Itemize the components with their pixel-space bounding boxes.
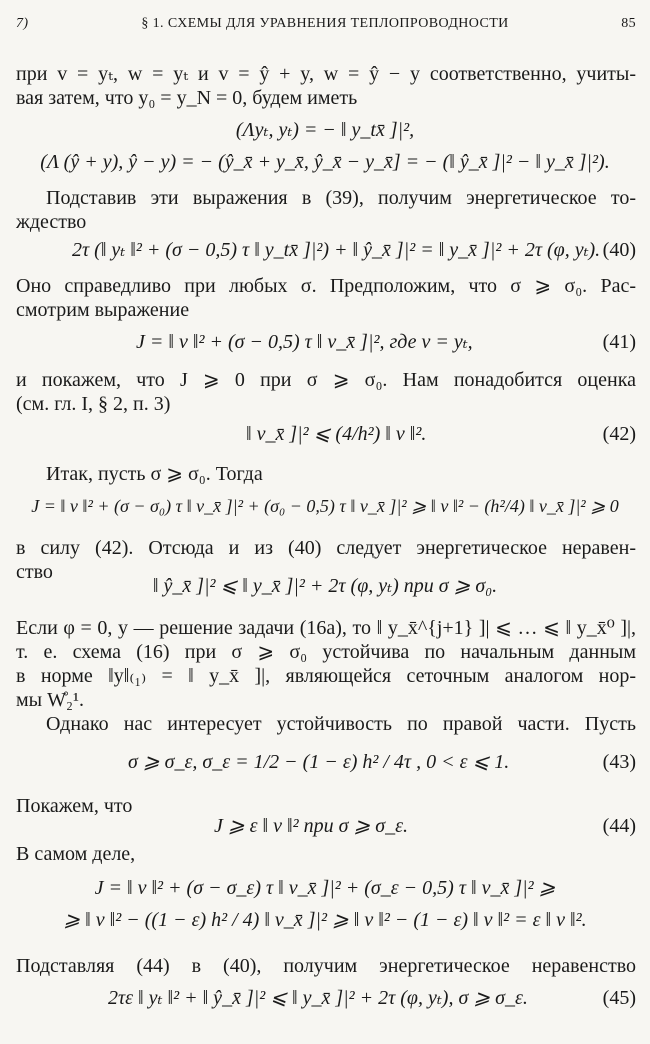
text-line: ждество (16, 211, 87, 233)
text-line: т. е. схема (16) при σ ⩾ σ₀ устойчива по начальным данным (16, 641, 636, 663)
text-line: при v = yₜ, w = yₜ и v = ŷ + y, w = ŷ − y соответственно, учиты- (16, 63, 636, 85)
text-line: и покажем, что J ⩾ 0 при σ ⩾ σ₀. Нам понадобится оценка (16, 369, 636, 391)
equation-line: J = ‖ v ‖² + (σ − σ₀) τ ‖ v_x̄ ]|² + (σ₀ − 0,5) τ ‖ v_x̄ ]|² ⩾ ‖ v ‖² − (h²/4) ‖ v_x̄ ]|² ⩾ 0 (31, 496, 619, 516)
text-line: в силу (42). Отсюда и из (40) следует энергетическое неравен- (16, 537, 636, 559)
equation-number: (41) (602, 331, 636, 353)
equation-line: (Λ (ŷ + y), ŷ − y) = − (ŷ_x̄ + y_x̄, ŷ_x̄ − y_x̄] = − (‖ ŷ_x̄ ]|² − ‖ y_x̄ ]|²). (40, 151, 610, 173)
equation-line: ‖ ŷ_x̄ ]|² ⩽ ‖ y_x̄ ]|² + 2τ (φ, yₜ) при σ ⩾ σ₀. (152, 575, 498, 597)
text-line: Покажем, что (16, 795, 133, 817)
page-number: 85 (621, 16, 636, 31)
text-line: В самом деле, (16, 843, 136, 865)
equation-line: σ ⩾ σ_ε, σ_ε = 1/2 − (1 − ε) h² / 4τ , 0 < ε ⩽ 1. (128, 751, 510, 773)
text-line: (см. гл. I, § 2, п. 3) (16, 393, 171, 415)
text-line: мы W̊₂¹. (16, 689, 84, 711)
text-line: Однако нас интересует устойчивость по правой части. Пусть (46, 713, 636, 735)
equation-line: J = ‖ v ‖² + (σ − σ_ε) τ ‖ v_x̄ ]|² + (σ_ε − 0,5) τ ‖ v_x̄ ]|² ⩾ (94, 877, 556, 899)
equation-line: (Λyₜ, yₜ) = − ‖ y_tx̄ ]|², (235, 119, 415, 141)
text-line: Если φ = 0, y — решение задачи (16а), то ‖ y_x̄^{j+1} ]| ⩽ … ⩽ ‖ y_x̄⁰ ]|, (16, 617, 636, 639)
text-line: вая затем, что y₀ = y_N = 0, будем иметь (16, 87, 358, 109)
text-line: ство (16, 561, 53, 583)
text-line: в норме ‖y‖₍₁₎ = ‖ y_x̄ ]|, являющейся сеточным аналогом нор- (16, 665, 636, 687)
header-title: § 1. СХЕМЫ ДЛЯ УРАВНЕНИЯ ТЕПЛОПРОВОДНОСТИ (141, 16, 509, 31)
equation-line: ⩾ ‖ v ‖² − ((1 − ε) h² / 4) ‖ v_x̄ ]|² ⩾ ‖ v ‖² − (1 − ε) ‖ v ‖² = ε ‖ v ‖². (63, 909, 587, 931)
equation-number: (44) (602, 815, 636, 837)
text-line: смотрим выражение (16, 299, 190, 321)
equation-line: J = ‖ v ‖² + (σ − 0,5) τ ‖ v_x̄ ]|², где v = yₜ, (136, 331, 473, 353)
equation-number: (42) (602, 423, 636, 445)
text-line: Подставив эти выражения в (39), получим энергетическое то- (46, 187, 636, 209)
text-line: Итак, пусть σ ⩾ σ₀. Тогда (46, 463, 263, 485)
equation-line: 2τε ‖ yₜ ‖² + ‖ ŷ_x̄ ]|² ⩽ ‖ y_x̄ ]|² + 2τ (φ, yₜ), σ ⩾ σ_ε. (108, 987, 528, 1009)
equation-line: 2τ (‖ yₜ ‖² + (σ − 0,5) τ ‖ y_tx̄ ]|²) + ‖ ŷ_x̄ ]|² = ‖ y_x̄ ]|² + 2τ (φ, yₜ). (72, 239, 601, 261)
text-line: Подставляя (44) в (40), получим энергетическое неравенство (16, 955, 636, 977)
equation-number: (45) (602, 987, 636, 1009)
text-line: Оно справедливо при любых σ. Предположим, что σ ⩾ σ₀. Рас- (16, 275, 636, 297)
equation-number: (43) (602, 751, 636, 773)
equation-line: J ⩾ ε ‖ v ‖² при σ ⩾ σ_ε. (214, 815, 408, 837)
equation-line: ‖ v_x̄ ]|² ⩽ (4/h²) ‖ v ‖². (246, 423, 427, 445)
equation-number: (40) (602, 239, 636, 261)
header-chapter-mark: 7) (16, 16, 29, 31)
